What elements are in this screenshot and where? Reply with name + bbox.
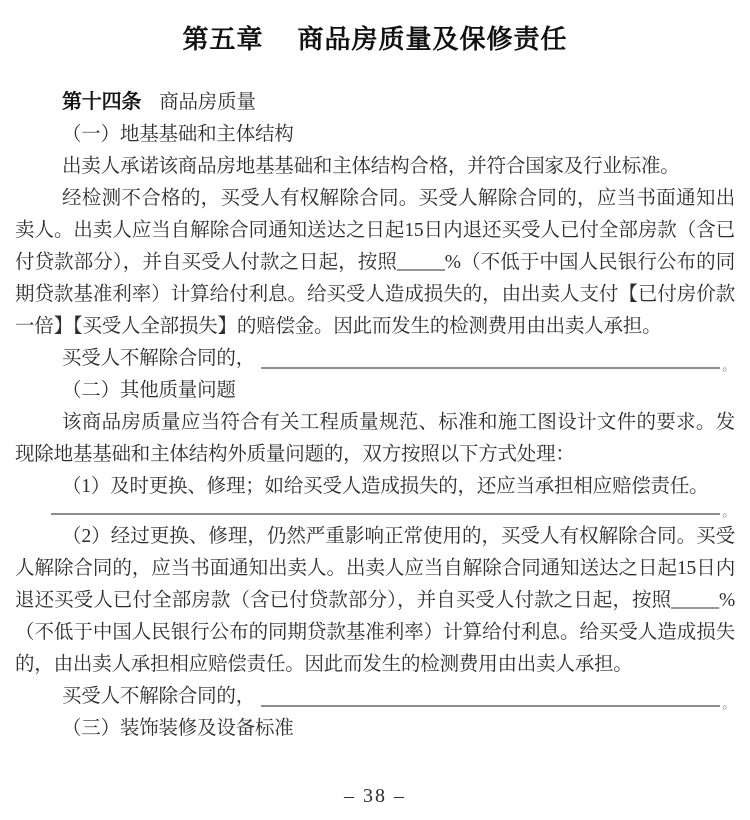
chapter-name: 商品房质量及保修责任 — [297, 24, 568, 54]
section-3-heading: （三）装饰装修及设备标准 — [62, 718, 294, 739]
section-1-paragraph-2: 经检测不合格的，买受人有权解除合同。买受人解除合同的，应当书面通知出卖人。出卖人应当自解除合同通知送达之日起15日内退还买受人已付全部房款（含已付贷款部分），并自买受人付款之日起，按照_____%（不低于中国人民银行公布的同期贷款基准利率）计算给付利息。给买受人造成损失的，由出卖人支付【已付房价款一倍】【买受人全部损失】的赔偿金。因此而发生的检测费用由出卖人承担。 — [15, 188, 735, 337]
fill-period: 。 — [722, 358, 735, 373]
fill-period: 。 — [722, 696, 735, 711]
section-2-intro: 该商品房质量应当符合有关工程质量规范、标准和施工图设计文件的要求。发现除地基基础和主体结构外质量问题的，双方按照以下方式处理： — [15, 412, 735, 465]
chapter-number: 第五章 — [182, 24, 264, 54]
standalone-blank-line — [15, 503, 735, 521]
article-name: 商品房质量 — [159, 92, 256, 113]
fill-label: 买受人不解除合同的， — [62, 686, 256, 707]
buyer-no-rescind-fill-line-2 — [15, 681, 735, 713]
blank-underline — [261, 343, 720, 375]
section-1-paragraph-1: 出卖人承诺该商品房地基基础和主体结构合格，并符合国家及行业标准。 — [62, 156, 680, 177]
fill-label: 买受人不解除合同的， — [62, 348, 256, 369]
article-number: 第十四条 — [62, 91, 142, 113]
blank-underline — [261, 681, 720, 713]
section-2-item-2: （2）经过更换、修理，仍然严重影响正常使用的，买受人有权解除合同。买受人解除合同的，应当书面通知出卖人。出卖人应当自解除合同通知送达之日起15日内退还买受人已付全部房款（含已付贷款部分），并自买受人付款之日起，按照_____%（不低于中国人民银行公布的同期贷款基准利率）计算给付利息。给买受人造成损失的，由出卖人承担相应赔偿责任。因此而发生的检测费用由出卖人承担。 — [15, 526, 735, 675]
document-body — [0, 86, 750, 745]
article-heading — [15, 86, 735, 119]
buyer-no-rescind-fill-line-1 — [15, 343, 735, 375]
section-2-heading: （二）其他质量问题 — [62, 380, 236, 401]
blank-underline — [51, 503, 720, 521]
section-1-heading: （一）地基基础和主体结构 — [62, 124, 294, 145]
page-number: – 38 – — [344, 785, 406, 807]
chapter-title — [0, 0, 750, 56]
fill-period: 。 — [722, 504, 735, 519]
section-2-item-1: （1）及时更换、修理；如给买受人造成损失的，还应当承担相应赔偿责任。 — [62, 476, 709, 497]
